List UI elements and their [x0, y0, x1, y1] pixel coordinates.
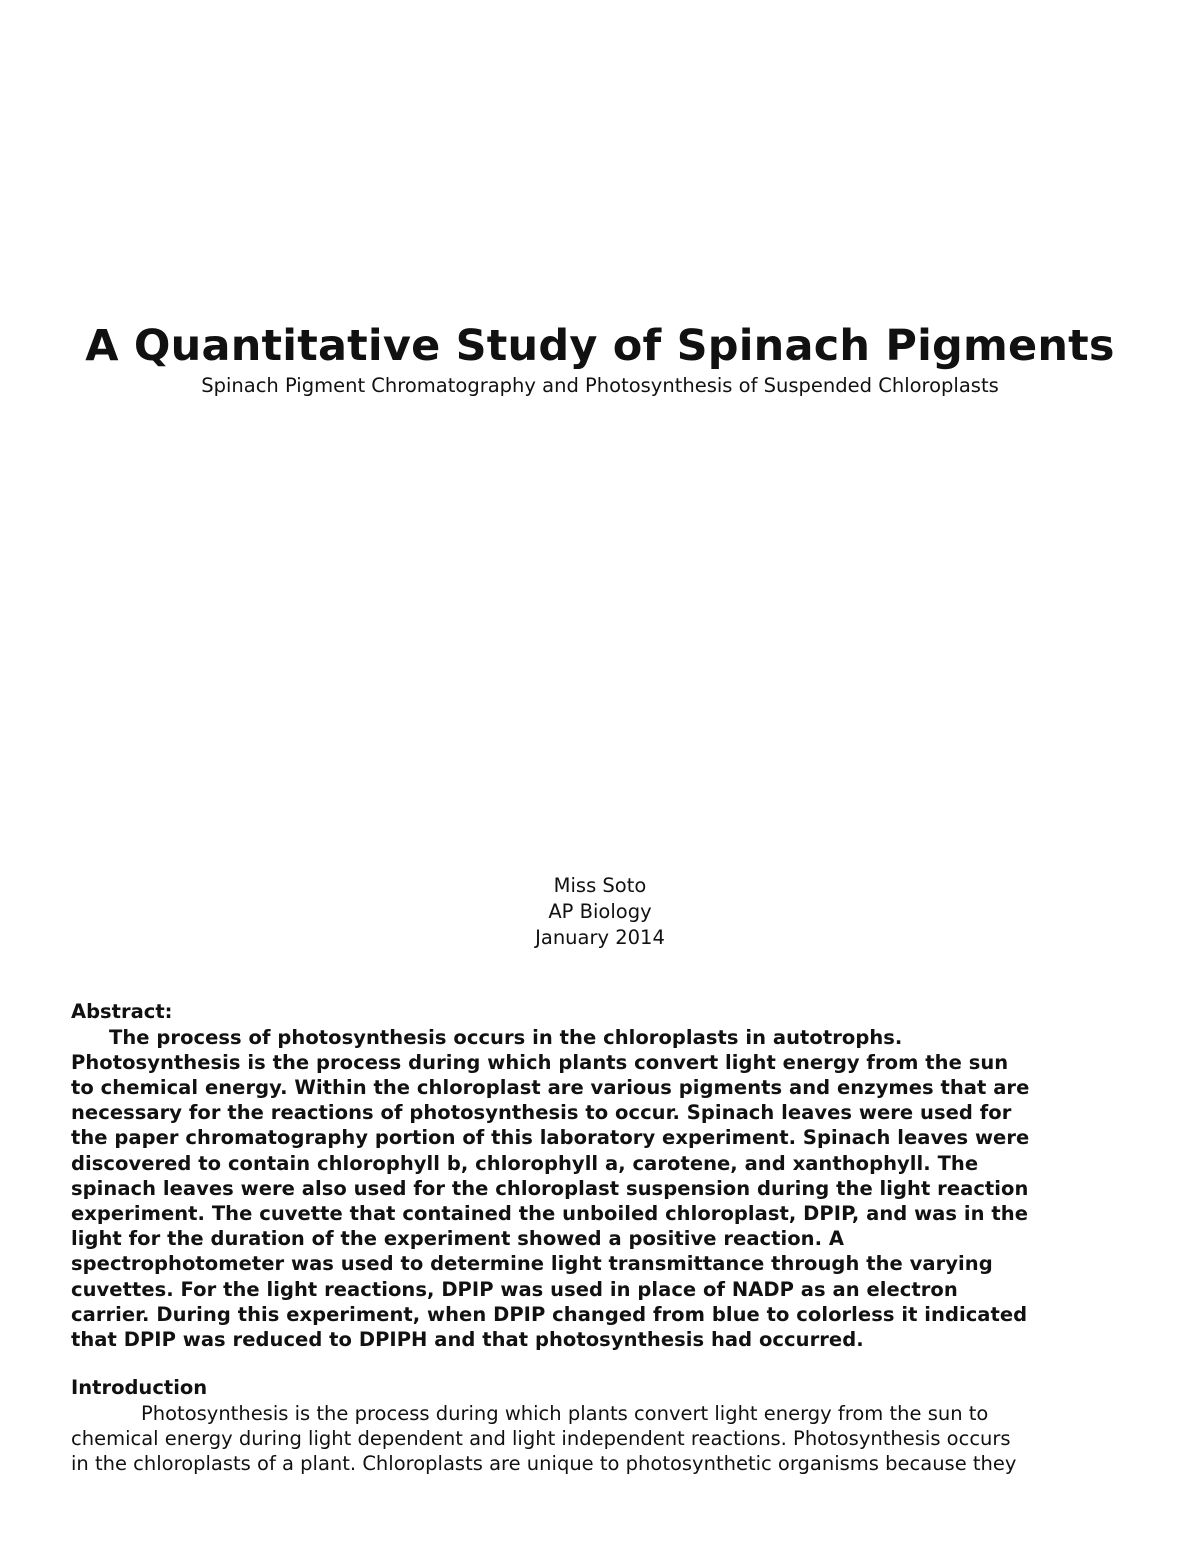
- introduction-line: chemical energy during light dependent and light independent reactions. Photosynthesis occurs: [71, 1426, 1011, 1450]
- abstract-line: discovered to contain chlorophyll b, chlorophyll a, carotene, and xanthophyll. The: [71, 1151, 979, 1175]
- abstract-line: to chemical energy. Within the chloroplast are various pigments and enzymes that are: [71, 1075, 1030, 1099]
- abstract-line: Photosynthesis is the process during which plants convert light energy from the sun: [71, 1050, 1009, 1074]
- abstract-line: cuvettes. For the light reactions, DPIP was used in place of NADP as an electron: [71, 1277, 958, 1301]
- introduction-line: Photosynthesis is the process during which plants convert light energy from the sun to: [141, 1401, 989, 1425]
- abstract-line: the paper chromatography portion of this laboratory experiment. Spinach leaves were: [71, 1126, 1030, 1150]
- document-subtitle: Spinach Pigment Chromatography and Photosynthesis of Suspended Chloroplasts: [201, 374, 999, 397]
- introduction-heading: Introduction: [71, 1376, 208, 1399]
- abstract-line: that DPIP was reduced to DPIPH and that photosynthesis had occurred.: [71, 1327, 864, 1351]
- abstract-line: experiment. The cuvette that contained the unboiled chloroplast, DPIP, and was in the: [71, 1201, 1028, 1225]
- abstract-line: spectrophotometer was used to determine light transmittance through the varying: [71, 1252, 993, 1276]
- introduction-line: in the chloroplasts of a plant. Chloroplasts are unique to photosynthetic organisms because they: [71, 1451, 1017, 1475]
- abstract-line: spinach leaves were also used for the chloroplast suspension during the light reaction: [71, 1176, 1029, 1200]
- abstract-line: carrier. During this experiment, when DPIP changed from blue to colorless it indicated: [71, 1302, 1028, 1326]
- abstract-line: The process of photosynthesis occurs in the chloroplasts in autotrophs.: [109, 1025, 903, 1049]
- abstract-line: light for the duration of the experiment showed a positive reaction. A: [71, 1227, 845, 1251]
- abstract-section: [71, 999, 1131, 1352]
- abstract-line: necessary for the reactions of photosynthesis to occur. Spinach leaves were used for: [71, 1101, 1012, 1125]
- introduction-section: [71, 1375, 1131, 1476]
- abstract-heading: Abstract:: [71, 1000, 173, 1023]
- document-title: A Quantitative Study of Spinach Pigments: [85, 321, 1115, 371]
- course-name: AP Biology: [548, 900, 652, 923]
- author-block: [0, 873, 1200, 951]
- teacher-name: Miss Soto: [553, 874, 647, 897]
- document-date: January 2014: [535, 926, 665, 949]
